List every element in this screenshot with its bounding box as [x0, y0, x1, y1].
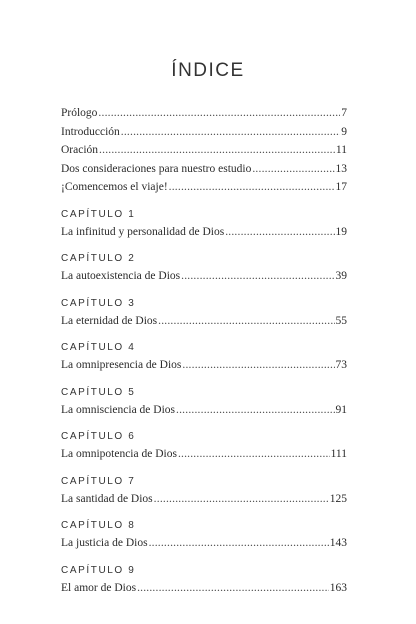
dot-leader [181, 267, 334, 286]
dot-leader [98, 104, 340, 123]
toc-entry-page: 11 [335, 144, 347, 156]
toc-entry-label: Dos consideraciones para nuestro estudio [61, 162, 252, 175]
chapter-heading: CAPÍTULO 7 [61, 475, 136, 487]
dot-leader [176, 401, 334, 420]
table-of-contents [61, 104, 347, 597]
intro-entries [61, 104, 347, 197]
toc-entry[interactable] [61, 445, 347, 464]
toc-entry-label: La santidad de Dios [61, 492, 153, 505]
toc-entry-page: 143 [329, 537, 347, 549]
toc-entry-label: El amor de Dios [61, 581, 137, 594]
toc-entry-page: 163 [329, 581, 347, 594]
toc-entry[interactable] [61, 223, 347, 242]
dot-leader [252, 160, 334, 179]
toc-entry-page: 39 [335, 270, 347, 282]
toc-entry-label: La omnipresencia de Dios [61, 359, 182, 371]
toc-entry[interactable] [61, 490, 347, 509]
dot-leader [178, 445, 330, 464]
chapter-heading: CAPÍTULO 4 [61, 342, 136, 353]
toc-entry[interactable] [61, 401, 347, 420]
dot-leader [169, 178, 335, 197]
dot-leader [154, 490, 329, 509]
toc-entry-page: 73 [335, 359, 347, 371]
chapter-heading: CAPÍTULO 3 [61, 297, 136, 309]
toc-entry-label: La infinitud y personalidad de Dios [61, 225, 225, 238]
toc-entry-page: 111 [330, 448, 347, 460]
dot-leader [137, 579, 329, 598]
toc-entry-page: 17 [335, 181, 347, 193]
toc-entry-page: 9 [341, 125, 347, 138]
toc-entry-label: Prólogo [61, 107, 98, 119]
toc-entry-label: Introducción [61, 125, 120, 138]
chapter-heading: CAPÍTULO 2 [61, 253, 136, 264]
dot-leader [158, 312, 334, 331]
dot-leader [182, 356, 334, 375]
chapter-heading: CAPÍTULO 1 [61, 208, 136, 220]
toc-entry-page: 13 [335, 162, 347, 175]
chapter-heading: CAPÍTULO 5 [61, 386, 136, 398]
toc-entry-page: 125 [329, 492, 347, 505]
toc-entry[interactable] [61, 356, 347, 375]
chapter-heading: CAPÍTULO 6 [61, 431, 136, 442]
dot-leader [99, 141, 335, 160]
toc-entry[interactable] [61, 160, 347, 179]
dot-leader [121, 123, 340, 142]
toc-entry-label: La eternidad de Dios [61, 314, 158, 327]
toc-entry-label: La justicia de Dios [61, 537, 148, 549]
dot-leader [149, 534, 329, 553]
toc-entry[interactable] [61, 312, 347, 331]
toc-entry[interactable] [61, 534, 347, 553]
toc-entry-page: 91 [335, 403, 347, 416]
chapter-heading: CAPÍTULO 9 [61, 564, 136, 576]
toc-entry-label: ¡Comencemos el viaje! [61, 181, 168, 193]
toc-entry[interactable] [61, 104, 347, 123]
toc-entry-page: 19 [335, 225, 347, 238]
toc-entry[interactable] [61, 141, 347, 160]
toc-entry-page: 7 [341, 107, 347, 119]
toc-entry[interactable] [61, 123, 347, 142]
toc-entry[interactable] [61, 579, 347, 598]
chapter-heading: CAPÍTULO 8 [61, 520, 136, 531]
toc-entry-label: La omnisciencia de Dios [61, 403, 176, 416]
toc-entry-label: La autoexistencia de Dios [61, 270, 181, 282]
toc-entry-label: La omnipotencia de Dios [61, 448, 177, 460]
dot-leader [225, 223, 334, 242]
toc-entry[interactable] [61, 178, 347, 197]
page-title: ÍNDICE [171, 60, 245, 81]
toc-entry-label: Oración [61, 144, 99, 156]
toc-entry-page: 55 [335, 314, 347, 327]
toc-entry[interactable] [61, 267, 347, 286]
